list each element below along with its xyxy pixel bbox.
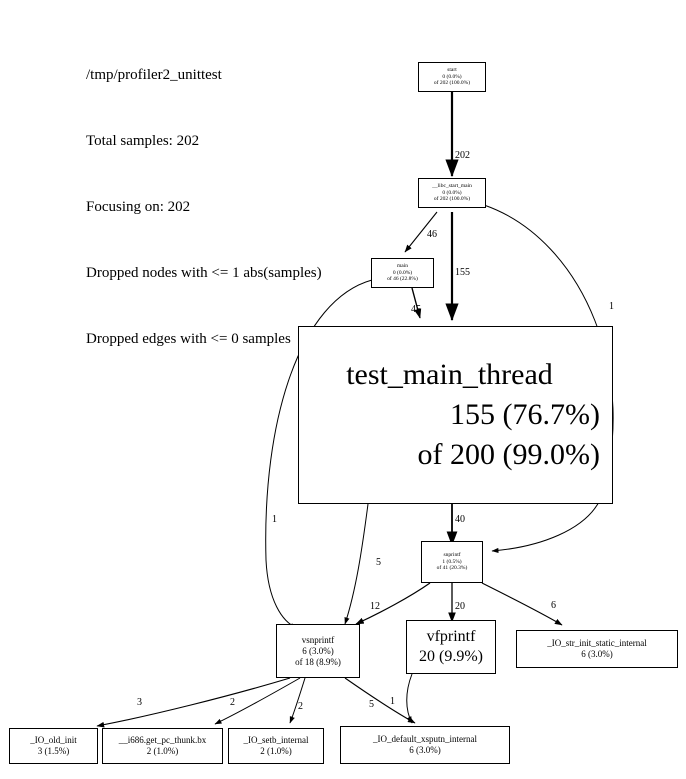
node-label-self: 6 (3.0%)	[581, 649, 613, 659]
node-label-name: start	[447, 67, 457, 74]
graph-node-libc-start-main[interactable]	[418, 178, 486, 208]
graph-node-main[interactable]	[371, 258, 434, 288]
graph-node-test-main-thread[interactable]	[298, 326, 613, 504]
node-label-self: 2 (1.0%)	[260, 746, 292, 756]
header-dropped-nodes: Dropped nodes with <= 1 abs(samples)	[86, 265, 322, 281]
edge-label-vsnprintf-iosetb: 2	[298, 701, 303, 712]
graph-node-vsnprintf[interactable]	[276, 624, 360, 678]
graph-node-snprintf[interactable]	[421, 541, 483, 583]
header-focusing-on: Focusing on: 202	[86, 199, 191, 215]
graph-node-io-setb-internal[interactable]	[228, 728, 324, 764]
header-dropped-edges: Dropped edges with <= 0 samples	[86, 331, 291, 347]
graph-node-start[interactable]	[418, 62, 486, 92]
node-label-name: test_main_thread	[346, 358, 553, 391]
node-label-total: of 202 (100.0%)	[433, 80, 471, 87]
edge-label-vfprintf-ioxsputn: 1	[390, 696, 395, 707]
node-label-total: of 18 (8.9%)	[295, 656, 341, 667]
edge-label-start-libc: 202	[455, 150, 470, 161]
node-label-total: of 202 (100.0%)	[433, 196, 471, 203]
edge-label-libc-main: 46	[427, 229, 437, 240]
graph-node-io-str-init-static-internal[interactable]	[516, 630, 678, 668]
edge-label-libc-snprintf: 1	[609, 301, 614, 312]
node-label-self: 0 (0.0%)	[442, 189, 462, 196]
edge-label-snprintf-vfprintf: 20	[455, 601, 465, 612]
edge-label-main-testmain: 45	[411, 304, 421, 315]
node-label-name: __libc_start_main	[432, 183, 472, 190]
edge-label-main-vsnprintf: 1	[272, 514, 277, 525]
node-label-self: 0 (0.0%)	[392, 269, 413, 276]
node-label-total: of 200 (99.0%)	[417, 438, 600, 471]
node-label-name: _IO_old_init	[30, 735, 77, 745]
edge-label-snprintf-iostrinit: 6	[551, 600, 556, 611]
node-label-name: _IO_default_xsputn_internal	[373, 734, 477, 744]
node-label-self: 6 (3.0%)	[409, 745, 441, 755]
header-total-samples: Total samples: 202	[86, 133, 200, 149]
edge-label-vsnprintf-thunk: 2	[230, 697, 235, 708]
node-label-name: main	[397, 263, 408, 270]
node-label-self: 20 (9.9%)	[419, 648, 483, 665]
edge-label-vsnprintf-ioold: 3	[137, 697, 142, 708]
node-label-total: of 46 (22.8%)	[387, 276, 418, 283]
edge-label-testmain-snprintf: 40	[455, 514, 465, 525]
node-label-name: vsnprintf	[301, 634, 335, 645]
edge-label-vsnprintf-ioxsputn: 5	[369, 699, 374, 710]
node-label-name: snprintf	[443, 552, 461, 559]
node-label-name: vfprintf	[426, 628, 476, 645]
node-label-name: _IO_setb_internal	[243, 735, 309, 745]
graph-node-io-old-init[interactable]	[9, 728, 98, 764]
node-label-self: 6 (3.0%)	[302, 645, 334, 656]
header-profile-path: /tmp/profiler2_unittest	[86, 67, 222, 83]
edge-label-libc-testmain: 155	[455, 267, 470, 278]
graph-node-io-default-xsputn-internal[interactable]	[340, 726, 510, 764]
edge-label-testmain-vsnprintf: 5	[376, 557, 381, 568]
node-label-self: 2 (1.0%)	[146, 746, 179, 756]
node-label-total: of 41 (20.3%)	[436, 565, 468, 572]
report-header	[86, 20, 322, 394]
node-label-self: 3 (1.5%)	[37, 746, 70, 756]
node-label-name: _IO_str_init_static_internal	[547, 638, 647, 648]
edge-label-snprintf-vsnprintf: 12	[370, 601, 380, 612]
graph-node-vfprintf[interactable]	[406, 620, 496, 674]
graph-node-i686-get-pc-thunk-bx[interactable]	[102, 728, 223, 764]
node-label-self: 0 (0.0%)	[442, 73, 462, 80]
node-label-self: 1 (0.5%)	[442, 558, 462, 565]
node-label-name: __i686.get_pc_thunk.bx	[118, 735, 207, 745]
node-label-self: 155 (76.7%)	[450, 398, 600, 431]
